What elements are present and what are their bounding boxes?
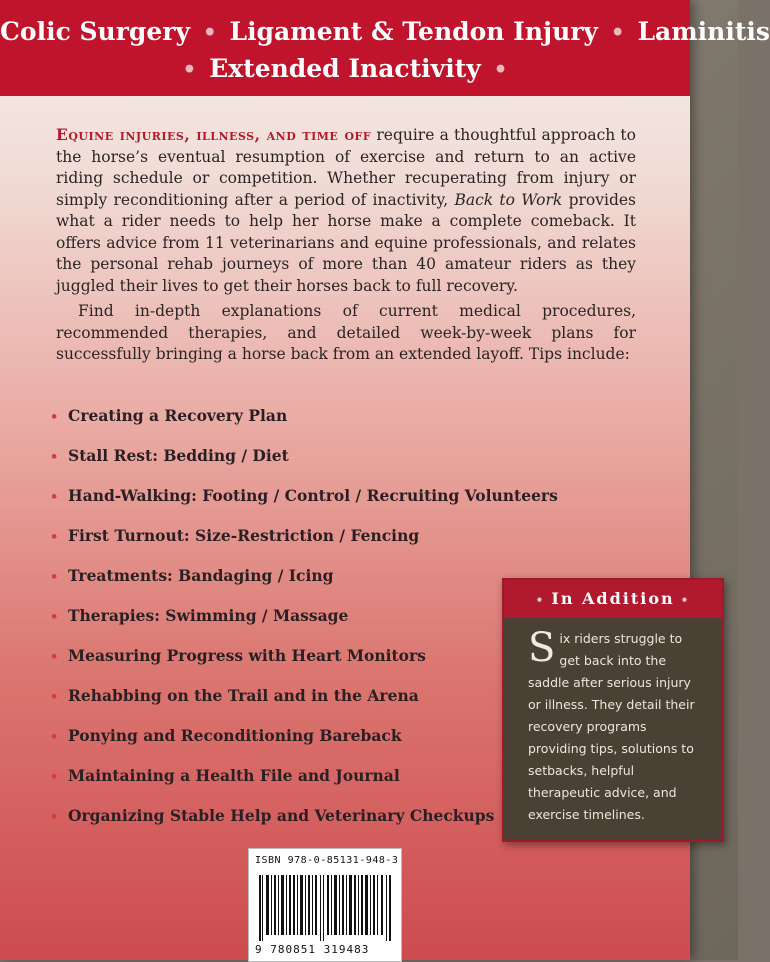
banner-separator: • [182,57,197,83]
list-item [50,604,520,644]
tip-text: Organizing Stable Help and Veterinary Checkups [68,806,495,825]
tips-list [50,404,558,844]
tip-text: Ponying and Reconditioning Bareback [68,726,402,745]
book-description [56,124,636,366]
tip-text: Hand-Walking: Footing / Control / Recruiting Volunteers [68,486,558,505]
tip-text: Stall Rest: Bedding / Diet [68,446,289,465]
list-item [50,444,520,484]
banner-line-2 [0,51,690,88]
tip-text: Treatments: Bandaging / Icing [68,566,334,585]
banner-separator: • [493,57,508,83]
ean-number: 9 780851 319483 [255,943,370,956]
bullet-icon: • [50,610,59,625]
list-item [50,764,520,804]
tip-text: Rehabbing on the Trail and in the Arena [68,686,419,705]
bullet-icon: • [50,450,59,465]
banner-separator: • [202,20,217,46]
banner-line-1 [0,14,770,51]
tip-text: First Turnout: Size-Restriction / Fencing [68,526,420,545]
banner-topic: Ligament & Tendon Injury [229,17,598,46]
list-item [50,724,520,764]
tip-text: Creating a Recovery Plan [68,406,288,425]
header-separator: • [535,593,546,607]
banner-topic: Laminitis [637,17,770,46]
book-title-inline: Back to Work [454,190,563,209]
isbn-barcode [248,848,402,962]
list-item [50,804,520,844]
list-item [50,404,520,444]
list-item [50,524,520,564]
description-text: provides what a rider needs to help her horse make a complete comeback. It offers advice from 11 veterinarians and equine professionals, and relates the personal rehab journeys of more than 40 amateur riders as they juggled their lives to get their horses back to full recovery. [56,190,637,295]
list-item [50,684,520,724]
bullet-icon: • [50,690,59,705]
in-addition-sidebar [502,578,724,842]
in-addition-header [504,580,722,618]
bullet-icon: • [50,770,59,785]
bullet-icon: • [50,570,59,585]
bullet-icon: • [50,410,59,425]
bullet-icon: • [50,530,59,545]
description-text: require a thoughtful approach to the horse’s eventual resumption of exercise and return to an active riding schedule or competition. Whether recuperating from injury or simply reconditioning after a period of inactivity, [56,126,636,209]
drop-cap: S [528,625,556,671]
topics-banner [0,0,770,96]
list-item [50,644,520,684]
in-addition-text: ix riders struggle to get back into the saddle after serious injury or illness. They detail their recovery programs providing tips, solutions to setbacks, helpful therapeutic advice, and exercise timelines. [528,631,695,822]
header-separator: • [680,593,691,607]
banner-topic: Colic Surgery [0,17,190,46]
list-item [50,564,520,604]
isbn-label: ISBN 978-0-85131-948-3 [255,855,399,866]
description-paragraph-1 [56,124,636,297]
banner-topic: Extended Inactivity [209,54,481,83]
description-lead: Equine injuries, illness, and time off [56,125,372,144]
banner-separator: • [610,20,625,46]
description-paragraph-2: Find in-depth explanations of current medical procedures, recommended therapies, and detailed week-by-week plans for successfully bringing a horse back from an extended layoff. Tips include: [56,302,636,363]
bullet-icon: • [50,650,59,665]
in-addition-title: In Addition [551,589,675,608]
tip-text: Maintaining a Health File and Journal [68,766,400,785]
list-item [50,484,558,524]
in-addition-body [504,618,722,826]
bullet-icon: • [50,490,59,505]
tip-text: Measuring Progress with Heart Monitors [68,646,426,665]
barcode-bars [257,875,393,941]
bullet-icon: • [50,730,59,745]
tip-text: Therapies: Swimming / Massage [68,606,349,625]
bullet-icon: • [50,810,59,825]
